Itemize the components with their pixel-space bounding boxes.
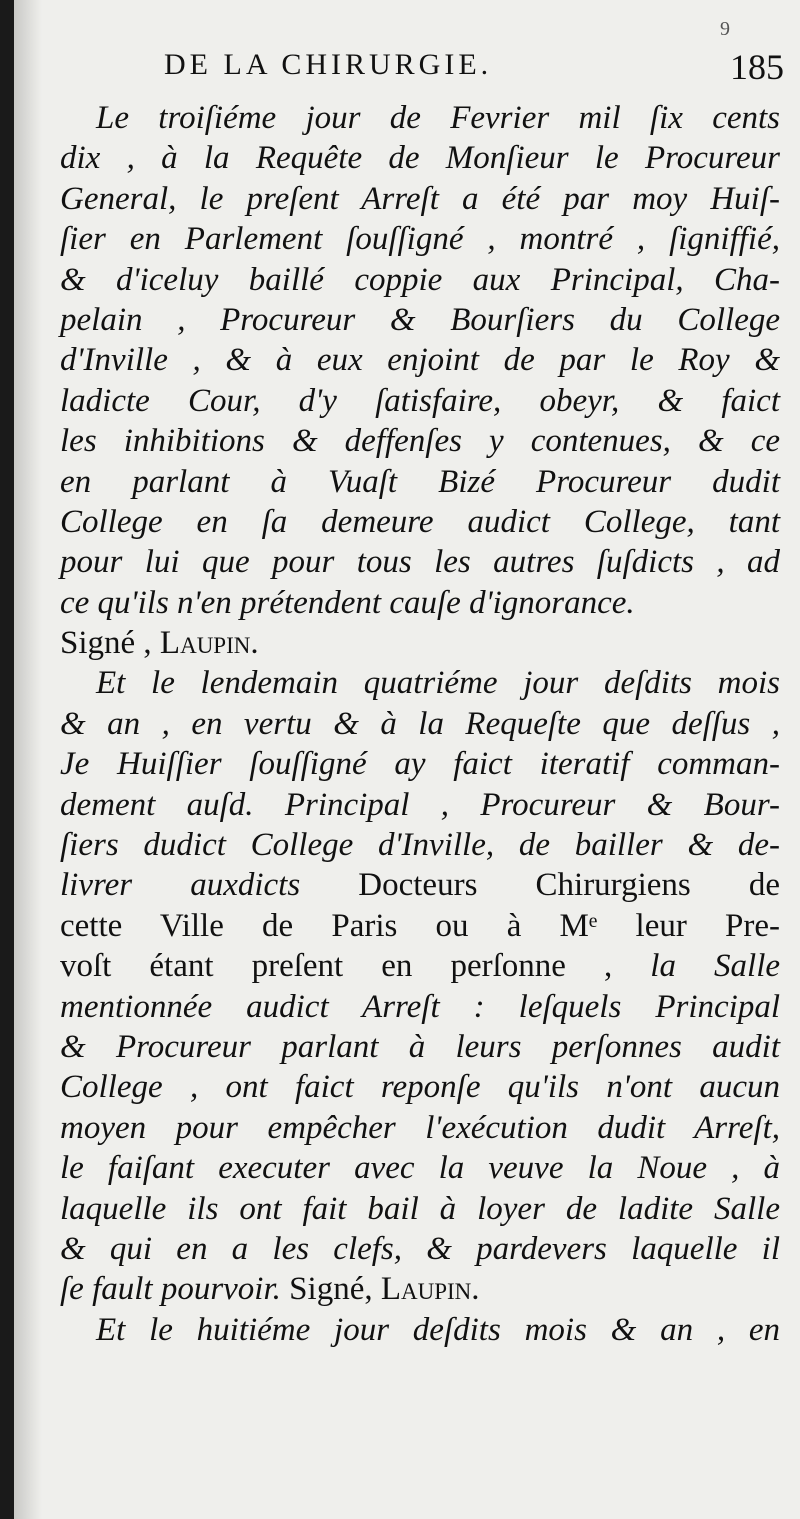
text-line <box>60 865 780 905</box>
text-segment: la Salle <box>650 948 781 985</box>
text-line <box>60 462 780 502</box>
text-line <box>60 1067 780 1107</box>
text-segment: mentionnée audict Arreſt : leſquels Principal <box>60 988 780 1025</box>
text-line <box>60 1027 780 1067</box>
text-segment: Signé , <box>60 625 160 662</box>
text-line <box>60 1269 780 1309</box>
text-line <box>60 179 780 219</box>
text-line <box>60 744 780 784</box>
text-segment: dix , à la Requête de Monſieur le Procureur <box>60 140 780 177</box>
text-segment: livrer auxdicts <box>60 867 359 904</box>
text-segment: ladicte Cour, d'y ſatisfaire, obeyr, & faict <box>60 382 780 419</box>
text-segment: Signé, <box>289 1271 381 1308</box>
text-segment: ſier en Parlement ſouſſigné , montré , ſigniffié, <box>60 221 780 258</box>
text-line <box>60 704 780 744</box>
text-segment: les inhibitions & deffenſes y contenues, & ce <box>60 423 780 460</box>
text-segment: moyen pour empêcher l'exécution dudit Arreſt, <box>60 1109 780 1146</box>
text-line <box>60 542 780 582</box>
text-line <box>60 1229 780 1269</box>
text-segment: le faiſant executer avec la veuve la Noue , à <box>60 1150 780 1187</box>
text-segment: pour lui que pour tous les autres ſuſdicts , ad <box>60 544 780 581</box>
text-line <box>60 623 780 663</box>
text-segment: Je Huiſſier ſouſſigné ay faict iteratif comman- <box>60 746 780 783</box>
text-line <box>60 1189 780 1229</box>
text-segment: & Procureur parlant à leurs perſonnes audit <box>60 1028 780 1065</box>
page-number: 185 <box>730 47 784 87</box>
running-head <box>164 48 784 98</box>
text-segment: pelain , Procureur & Bourſiers du College <box>60 301 780 338</box>
text-line <box>60 502 780 542</box>
text-line <box>60 300 780 340</box>
text-segment: College , ont faict reponſe qu'ils n'ont aucun <box>60 1069 780 1106</box>
text-segment: & d'iceluy baillé coppie aux Principal, Cha- <box>60 261 780 298</box>
text-segment: cette Ville de Paris ou à Mᵉ leur Pre- <box>60 907 780 944</box>
text-segment: College en ſa demeure audict College, tant <box>60 503 780 540</box>
text-line <box>60 785 780 825</box>
text-line <box>60 98 780 138</box>
text-line <box>60 421 780 461</box>
text-line <box>60 583 780 623</box>
text-segment: d'Inville , & à eux enjoint de par le Roy & <box>60 342 780 379</box>
text-line <box>60 663 780 703</box>
text-line <box>60 260 780 300</box>
text-segment: Docteurs Chirurgiens de <box>358 867 780 904</box>
body-text <box>60 98 780 1350</box>
text-segment: ce qu'ils n'en prétendent cauſe d'ignorance. <box>60 584 635 621</box>
text-segment: Laupin. <box>380 1271 480 1308</box>
text-segment: voſt étant preſent en perſonne , <box>60 948 651 985</box>
text-line <box>60 381 780 421</box>
text-line <box>60 138 780 178</box>
book-page <box>14 0 800 1519</box>
text-segment: dement auſd. Principal , Procureur & Bour- <box>60 786 780 823</box>
text-line <box>60 987 780 1027</box>
text-line <box>60 1148 780 1188</box>
text-segment: & qui en a les clefs, & pardevers laquelle il <box>60 1230 780 1267</box>
text-segment: & an , en vertu & à la Requeſte que deſſus , <box>60 705 780 742</box>
text-line <box>60 906 780 946</box>
text-segment: Le troiſiéme jour de Fevrier mil ſix cents <box>96 100 780 136</box>
text-line <box>60 825 780 865</box>
text-segment: ſiers dudict College d'Inville, de bailler & de- <box>60 827 780 864</box>
text-segment: ſe fault pourvoir. <box>60 1271 290 1308</box>
text-line <box>60 1310 780 1350</box>
running-title: DE LA CHIRURGIE. <box>164 48 493 81</box>
text-segment: General, le preſent Arreſt a été par moy Huiſ- <box>60 180 780 217</box>
text-segment: Et le huitiéme jour deſdits mois & an , en <box>96 1311 780 1348</box>
text-line <box>60 1108 780 1148</box>
text-line <box>60 219 780 259</box>
text-segment: Et le lendemain quatriéme jour deſdits mois <box>96 665 780 702</box>
page-corner-mark: 9 <box>720 18 730 40</box>
text-segment: en parlant à Vuaſt Bizé Procureur dudit <box>60 463 780 500</box>
text-line <box>60 340 780 380</box>
text-line <box>60 946 780 986</box>
text-segment: laquelle ils ont fait bail à loyer de ladite Salle <box>60 1190 780 1227</box>
text-segment: Laupin. <box>159 625 259 662</box>
